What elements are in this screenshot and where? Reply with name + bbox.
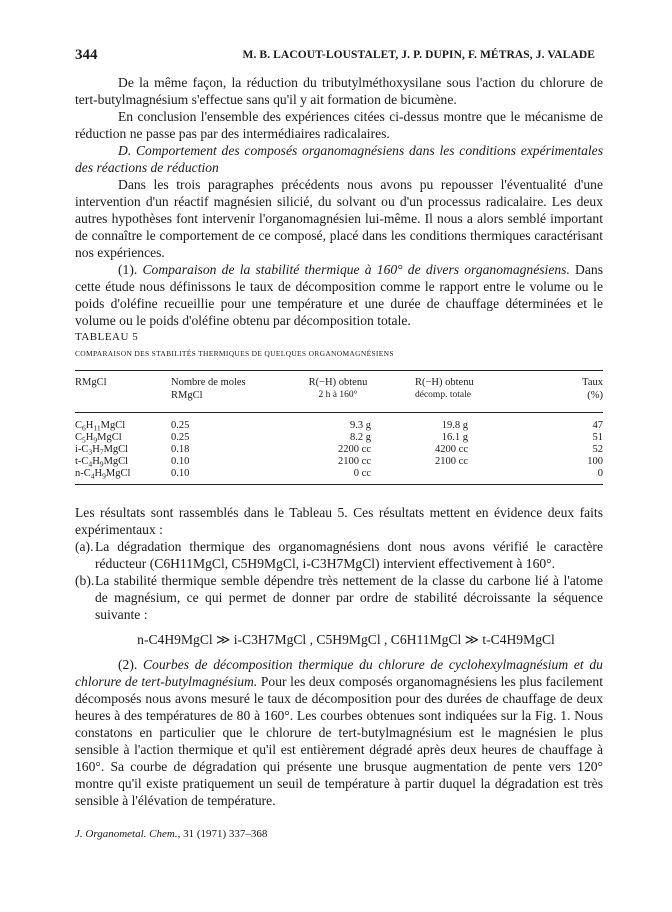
- cell-r2h: 8.2 g: [350, 432, 371, 443]
- journal-footer: [75, 828, 267, 840]
- list-item-b: [75, 572, 603, 623]
- table-row: [75, 420, 603, 432]
- list-item-a: [75, 538, 603, 572]
- cell-taux: 47: [592, 420, 603, 431]
- paragraph-text: Dans cette étude nous définissons le taux de décomposition comme le rapport entre le volume ou le poids d'oléfine recueillie pour une température et une durée de chauffage déterminées et le volume ou le poids d'oléfine obtenu par décomposition totale.: [75, 262, 603, 328]
- cell-moles: 0.18: [171, 444, 190, 455]
- cell-taux: 0: [597, 468, 603, 479]
- subsection-title: Courbes de décomposition thermique du chlorure de cyclohexylmagnésium et du chlorure de tert-butylmagnésium.: [75, 657, 603, 689]
- cell-r2h: 9.3 g: [350, 420, 371, 431]
- list-text-a: La dégradation thermique des organomagnésiens dont nous avons vérifié le caractère réducteur (C6H11MgCl, C5H9MgCl, i-C3H7MgCl) intervient effectivement à 160°.: [95, 539, 603, 571]
- cell-compound: $C_6H_{11}MgCl$: [75, 420, 126, 433]
- table-header-rule: [75, 412, 603, 413]
- header-taux-sub: (%): [587, 390, 603, 401]
- table-caption: COMPARAISON DES STABILITÉS THERMIQUES DE QUELQUES ORGANOMAGNÉSIENS: [75, 349, 394, 358]
- journal-citation: , 31 (1971) 337–368: [177, 828, 268, 840]
- header-rtot-sub: décomp. totale: [415, 390, 471, 400]
- list-label-a: (a).: [75, 539, 94, 554]
- paragraph-hypotheses: Dans les trois paragraphes précédents nous avons pu repousser l'éventualité d'une intervention d'un réactif magnésien silicié, du solvant ou d'un processus radicalaire. Les deux autres hypothèses font intervenir l'organomagnésien lui-même. Il nous a alors semblé important de connaître le comportement de ce composé, placé dans les conditions thermiques caractérisant nos expériences.: [75, 177, 603, 260]
- paragraph-tributylmethoxysilane: De la même façon, la réduction du tributylméthoxysilane sous l'action du chlorure de tert-butylmagnésium s'effectue sans qu'il y ait formation de bicumène.: [75, 75, 603, 107]
- table-label: TABLEAU 5: [75, 331, 139, 343]
- paragraph-results-intro: Les résultats sont rassemblés dans le Tableau 5. Ces résultats mettent en évidence deux faits expérimentaux :: [75, 505, 603, 537]
- body-text: [75, 74, 603, 329]
- cell-r2h: 0 cc: [353, 468, 371, 479]
- cell-rtot: 19.8 g: [441, 420, 468, 431]
- cell-moles: 0.10: [171, 456, 190, 467]
- list-label-b: (b).: [75, 573, 95, 588]
- table-top-rule: [75, 370, 603, 371]
- cell-moles: 0.10: [171, 468, 190, 479]
- cell-rtot: 16.1 g: [441, 432, 468, 443]
- cell-compound: $i-C_3H_7MgCl$: [75, 444, 129, 457]
- header-r2h-sub: 2 h à 160°: [318, 390, 358, 400]
- cell-taux: 100: [587, 456, 603, 467]
- cell-rtot: 2100 cc: [435, 456, 468, 467]
- table-row: [75, 444, 603, 456]
- header-rmgcl: RMgCl: [75, 377, 107, 388]
- header-moles-sub: RMgCl: [171, 390, 203, 401]
- running-head-authors: M. B. LACOUT-LOUSTALET, J. P. DUPIN, F. MÉTRAS, J. VALADE: [242, 49, 595, 61]
- paragraph-stability-comparison: [75, 261, 603, 329]
- paragraph-decomposition-curves: [75, 656, 603, 809]
- list-text-b: La stabilité thermique semble dépendre très nettement de la classe du carbone lié à l'atome de magnésium, ce qui permet de donner par ordre de stabilité décroissante la séquence suivante :: [95, 573, 603, 622]
- journal-name: J. Organometal. Chem.: [75, 828, 178, 840]
- header-taux: Taux: [582, 377, 603, 388]
- header-rtot: R(−H) obtenu: [415, 377, 474, 388]
- paragraph-conclusion: En conclusion l'ensemble des expériences citées ci-dessus montre que le mécanisme de réduction ne passe pas par des intermédiaires radicalaires.: [75, 109, 603, 141]
- cell-taux: 51: [592, 432, 603, 443]
- cell-r2h: 2200 cc: [338, 444, 371, 455]
- table-row: [75, 468, 603, 480]
- cell-rtot: 4200 cc: [435, 444, 468, 455]
- subsection-title: Comparaison de la stabilité thermique à 160° de divers organomagnésiens.: [142, 262, 570, 277]
- results-section: [75, 504, 603, 809]
- header-r2h: R(−H) obtenu: [308, 377, 368, 388]
- page-header: [75, 47, 595, 67]
- paragraph-number: (1).: [118, 262, 143, 277]
- cell-compound: $t-C_4H_9MgCl$: [75, 456, 129, 469]
- paragraph-number: (2).: [118, 657, 143, 672]
- stability-sequence-formula: n-C4H9MgCl ≫ i-C3H7MgCl , C5H9MgCl , C6H11MgCl ≫ t-C4H9MgCl: [137, 632, 555, 647]
- section-heading-d: D. Comportement des composés organomagnésiens dans les conditions expérimentales des réactions de réduction: [75, 143, 603, 175]
- table-row: [75, 432, 603, 444]
- page-number: 344: [75, 47, 98, 63]
- cell-r2h: 2100 cc: [338, 456, 371, 467]
- table-bottom-rule: [75, 484, 603, 485]
- cell-moles: 0.25: [171, 432, 190, 443]
- cell-compound: $n-C_4H_9MgCl$: [75, 468, 131, 481]
- cell-compound: $C_5H_9MgCl$: [75, 432, 122, 445]
- header-moles: Nombre de moles: [171, 377, 246, 388]
- paragraph-text: Pour les deux composés organomagnésiens les plus facilement décomposés nous avons mesuré le taux de décomposition pour des durées de chauffage de deux heures à des températures de 80 à 160°. Les courbes obtenues sont indiquées sur la Fig. 1. Nous constatons en particulier que le chlorure de tert-butylmagnésium est le magnésien le plus sensible à l'action thermique et qu'il est entièrement dégradé après deux heures de chauffage à 160°. Sa courbe de dégradation qui présente une brusque augmentation de pente vers 120° montre qu'il existe pratiquement un seuil de température à partir duquel la dégradation est très sensible à l'élévation de température.: [75, 674, 603, 808]
- cell-moles: 0.25: [171, 420, 190, 431]
- table-row: [75, 456, 603, 468]
- cell-taux: 52: [592, 444, 603, 455]
